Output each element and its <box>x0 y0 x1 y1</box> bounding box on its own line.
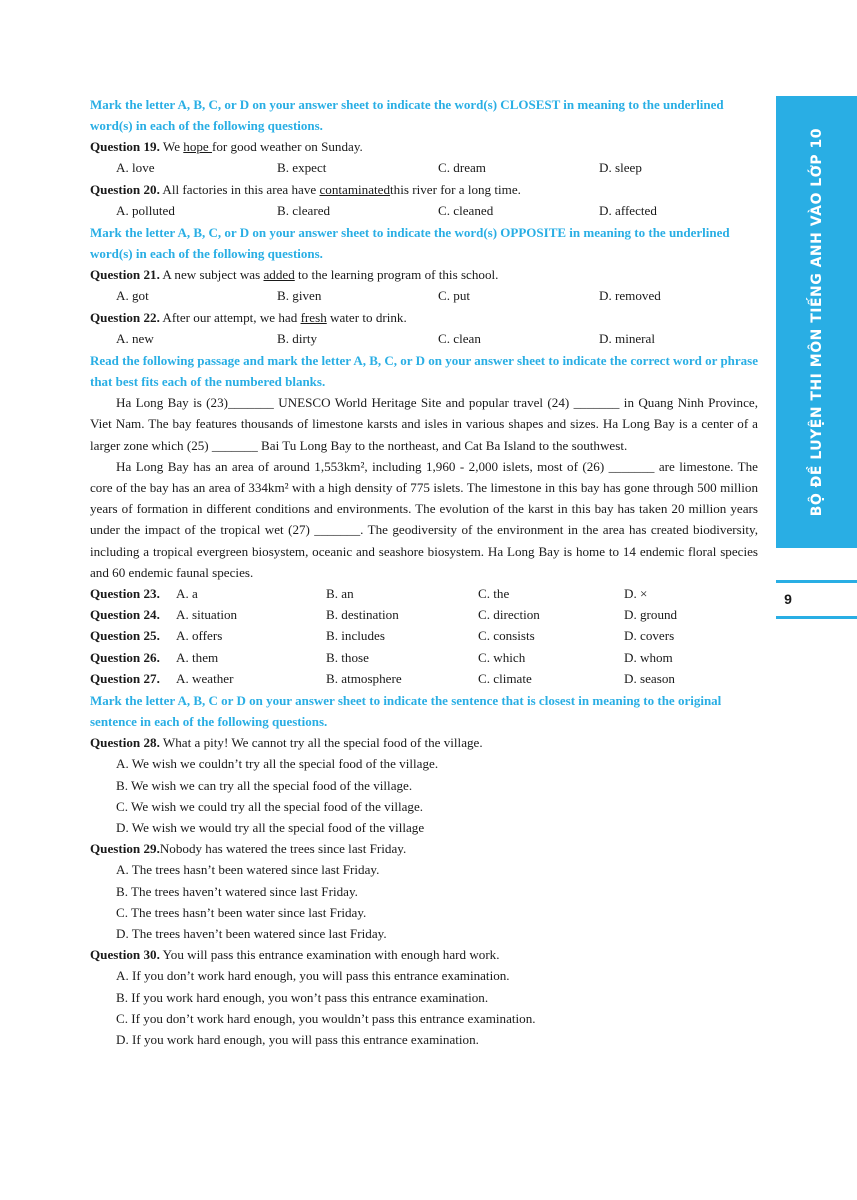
question-28 <box>90 732 758 753</box>
question-label: Question 25. <box>90 628 160 644</box>
option-c: C. cleaned <box>438 202 494 218</box>
question-label: Question 24. <box>90 607 160 623</box>
option-a: A. offers <box>176 628 223 644</box>
option-c: C. We wish we could try all the special food of the village. <box>116 798 424 814</box>
option-c: C. If you don’t work hard enough, you wouldn’t pass this entrance examination. <box>116 1010 536 1026</box>
options-20 <box>90 200 758 221</box>
question-19 <box>90 136 758 157</box>
option-d: D. If you work hard enough, you will pass this entrance examination. <box>116 1032 479 1048</box>
option-a: A. We wish we couldn’t try all the special food of the village. <box>116 756 439 772</box>
option-d: D. covers <box>624 628 675 644</box>
option-d: D. The trees haven’t been watered since last Friday. <box>116 926 387 942</box>
instruction-closest: Mark the letter A, B, C, or D on your answer sheet to indicate the word(s) CLOSEST in meaning to the underlined word(s) in each of the following questions. <box>90 97 724 133</box>
page-number: 9 <box>784 591 792 607</box>
options-19 <box>90 157 758 178</box>
option-d: D. mineral <box>599 330 655 346</box>
option-c: C. which <box>478 649 526 665</box>
question-label: Question 23. <box>90 586 160 602</box>
instruction-opposite: Mark the letter A, B, C, or D on your answer sheet to indicate the word(s) OPPOSITE in meaning to the underlined word(s) in each of the following questions. <box>90 225 730 261</box>
options-21 <box>90 285 758 306</box>
page-number-rule-top <box>776 580 857 583</box>
question-text: Nobody has watered the trees since last Friday. <box>159 841 407 857</box>
option-b: B. We wish we can try all the special food of the village. <box>116 777 413 793</box>
page-content <box>90 93 758 1050</box>
option-b: B. dirty <box>277 330 318 346</box>
option-c: C. put <box>438 288 471 304</box>
question-text: A new subject was <box>159 267 264 283</box>
option-a: A. new <box>116 330 154 346</box>
option-c: C. clean <box>438 330 481 346</box>
option-a: A. weather <box>176 670 234 686</box>
option-d: D. season <box>624 670 675 686</box>
underlined-word: added <box>263 267 295 283</box>
question-text: You will pass this entrance examination with enough hard work. <box>159 947 500 963</box>
sidebar-title-text: BỘ ĐỀ LUYỆN THI MÔN TIẾNG ANH VÀO LỚP 10 <box>808 127 825 517</box>
page-number-rule-bottom <box>776 616 857 619</box>
option-c: C. climate <box>478 670 532 686</box>
option-c: C. dream <box>438 160 486 176</box>
question-text: After our attempt, we had <box>159 309 301 325</box>
underlined-word: hope <box>183 139 213 155</box>
instruction-sentence: Mark the letter A, B, C or D on your answer sheet to indicate the sentence that is closest in meaning to the original sentence in each of the following questions. <box>90 693 722 729</box>
question-label: Question 19. <box>90 139 160 155</box>
underlined-word: contaminated <box>319 181 391 197</box>
question-22 <box>90 307 758 328</box>
instruction-passage: Read the following passage and mark the letter A, B, C, or D on your answer sheet to indicate the correct word or phrase that best fits each of the numbered blanks. <box>90 353 759 389</box>
question-30 <box>90 944 758 965</box>
question-label: Question 20. <box>90 181 160 197</box>
option-c: C. The trees hasn’t been water since last Friday. <box>116 904 367 920</box>
option-b: B. an <box>326 586 354 602</box>
question-label: Question 22. <box>90 309 160 325</box>
question-text: All factories in this area have <box>159 181 320 197</box>
question-label: Question 21. <box>90 267 160 283</box>
option-a: A. If you don’t work hard enough, you will pass this entrance examination. <box>116 968 510 984</box>
option-d: D. removed <box>599 288 661 304</box>
question-text: for good weather on Sunday. <box>212 139 363 155</box>
option-d: D. sleep <box>599 160 642 176</box>
question-21 <box>90 264 758 285</box>
question-label: Question 27. <box>90 670 160 686</box>
question-label: Question 30. <box>90 947 160 963</box>
question-label: Question 29. <box>90 841 160 857</box>
question-text: to the learning program of this school. <box>294 267 499 283</box>
passage-paragraph-1: Ha Long Bay is (23)_______ UNESCO World Heritage Site and popular travel (24) _______ in Quang Ninh Province, Viet Nam. The bay features thousands of limestone karsts and isles in various shapes and sizes. Ha Long Bay is a center of a larger zone which (25) _______ Bai Tu Long Bay to the northeast, and Cat Ba Island to the southwest. <box>90 395 758 453</box>
option-a: A. polluted <box>116 202 175 218</box>
option-b: B. expect <box>277 160 327 176</box>
option-b: B. cleared <box>277 202 331 218</box>
option-b: B. those <box>326 649 369 665</box>
question-label: Question 28. <box>90 735 160 751</box>
option-c: C. the <box>478 586 510 602</box>
underlined-word: fresh <box>300 309 327 325</box>
option-b: B. If you work hard enough, you won’t pass this entrance examination. <box>116 989 489 1005</box>
option-c: C. direction <box>478 607 540 623</box>
option-a: A. a <box>176 586 198 602</box>
question-label: Question 26. <box>90 649 160 665</box>
option-b: B. atmosphere <box>326 670 402 686</box>
question-text: this river for a long time. <box>390 181 521 197</box>
option-b: B. includes <box>326 628 385 644</box>
option-d: D. whom <box>624 649 673 665</box>
question-text: What a pity! We cannot try all the special food of the village. <box>159 735 483 751</box>
option-a: A. situation <box>176 607 238 623</box>
question-29 <box>90 838 758 859</box>
options-22 <box>90 328 758 349</box>
option-d: D. We wish we would try all the special food of the village <box>116 820 425 836</box>
sidebar-title <box>776 96 857 548</box>
option-d: D. × <box>624 586 648 602</box>
option-c: C. consists <box>478 628 535 644</box>
passage-paragraph-2: Ha Long Bay has an area of around 1,553km², including 1,960 - 2,000 islets, most of (26) _______ are limestone. The core of the bay has an area of 334km² with a high density of 775 islets. The limestone in this bay has gone through 500 million years of formation in different conditions and environments. The evolution of the karst in this bay has taken 20 million years under the impact of the tropical wet (27) _______. The geodiversity of the environment in the area has created biodiversity, including a tropical evergreen biosystem, oceanic and seashore biosystem. Ha Long Bay is home to 14 endemic floral species and 60 endemic faunal species. <box>90 458 758 580</box>
question-text: We <box>159 139 184 155</box>
option-d: D. ground <box>624 607 678 623</box>
question-text: water to drink. <box>326 309 407 325</box>
option-a: A. love <box>116 160 155 176</box>
question-20 <box>90 179 758 200</box>
option-a: A. them <box>176 649 219 665</box>
option-d: D. affected <box>599 202 657 218</box>
option-a: A. The trees hasn’t been watered since last Friday. <box>116 862 380 878</box>
option-a: A. got <box>116 288 149 304</box>
option-b: B. given <box>277 288 322 304</box>
cloze-question-grid <box>90 583 758 689</box>
option-b: B. destination <box>326 607 399 623</box>
option-b: B. The trees haven’t watered since last Friday. <box>116 883 358 899</box>
